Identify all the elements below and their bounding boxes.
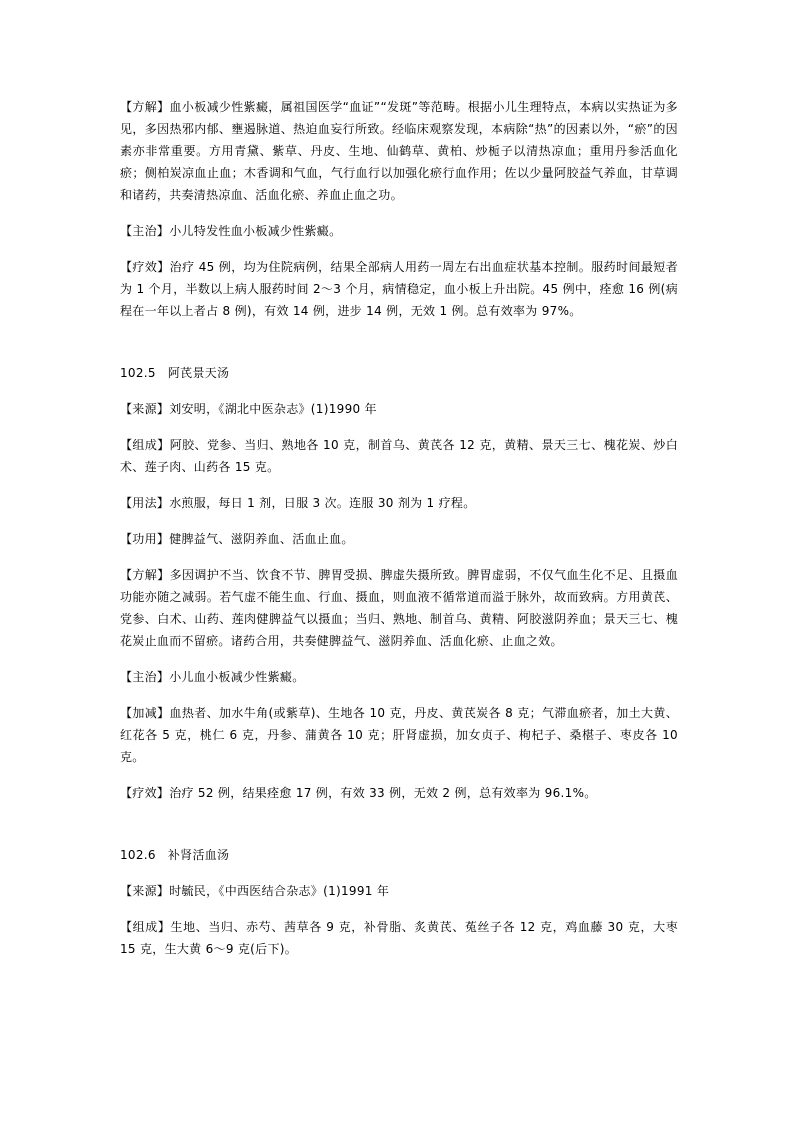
paragraph-tag: 【主治】 [120, 670, 170, 684]
paragraph-laiyuan [120, 398, 678, 420]
paragraph-text: 健脾益气、滋阴养血、活血止血。 [169, 532, 354, 546]
paragraph-liaoxiao [120, 782, 678, 804]
paragraph-laiyuan [120, 880, 678, 902]
paragraph-tag: 【来源】 [120, 884, 170, 898]
section-title: 阿芪景天汤 [167, 366, 230, 380]
paragraph-zhuzhi [120, 220, 678, 242]
paragraph-tag: 【加减】 [120, 706, 170, 720]
section-number: 102.5 [120, 366, 156, 380]
section-heading [120, 844, 678, 866]
section-title: 补肾活血汤 [167, 848, 230, 862]
paragraph-tag: 【组成】 [120, 438, 170, 452]
paragraph-tag: 【主治】 [120, 224, 170, 238]
paragraph-text: 刘安明，《湖北中医杂志》(1)1990 年 [169, 402, 377, 416]
paragraph-tag: 【疗效】 [120, 260, 170, 274]
paragraph-text: 血热者、加水牛角(或紫草)、生地各 10 克，丹皮、黄芪炭各 8 克；气滞血瘀者，加土大黄、红花各 5 克，桃仁 6 克，丹参、蒲黄各 10 克；肝肾虚损，加女贞子、枸杞子、桑椹子、枣皮各 10 克。 [120, 706, 678, 764]
paragraph-yongfa [120, 492, 678, 514]
paragraph-text: 生地、当归、赤芍、茜草各 9 克，补骨脂、炙黄芪、菟丝子各 12 克，鸡血藤 30 克，大枣 15 克，生大黄 6～9 克(后下)。 [120, 920, 678, 956]
paragraph-text: 水煎服，每日 1 剂，日服 3 次。连服 30 剂为 1 疗程。 [169, 496, 476, 510]
paragraph-text: 治疗 52 例，结果痊愈 17 例，有效 33 例，无效 2 例，总有效率为 96.1%。 [169, 786, 597, 800]
paragraph-tag: 【方解】 [120, 568, 170, 582]
paragraph-jiajian [120, 702, 678, 768]
paragraph-zucheng [120, 434, 678, 478]
paragraph-text: 小儿特发性血小板减少性紫癜。 [169, 224, 342, 238]
paragraph-tag: 【组成】 [120, 920, 171, 934]
paragraph-tag: 【用法】 [120, 496, 170, 510]
document-body [120, 96, 678, 974]
section-heading [120, 362, 678, 384]
paragraph-tag: 【疗效】 [120, 786, 170, 800]
paragraph-tag: 【来源】 [120, 402, 170, 416]
section-number: 102.6 [120, 848, 156, 862]
paragraph-text: 治疗 45 例，均为住院病例，结果全部病人用药一周左右出血症状基本控制。服药时间最短者为 1 个月，半数以上病人服药时间 2～3 个月，病情稳定，血小板上升出院。45 例中，痊愈 16 例(病程在一年以上者占 8 例)，有效 14 例，进步 14 例，无效 1 例。总有效率为 97%。 [120, 260, 678, 318]
paragraph-tag: 【功用】 [120, 532, 170, 546]
paragraph-zucheng [120, 916, 678, 960]
paragraph-fangjie [120, 96, 678, 206]
paragraph-fangjie [120, 564, 678, 652]
paragraph-text: 阿胶、党参、当归、熟地各 10 克，制首乌、黄芪各 12 克，黄精、景天三七、槐花炭、炒白术、莲子肉、山药各 15 克。 [120, 438, 678, 474]
paragraph-text: 小儿血小板减少性紫癜。 [169, 670, 305, 684]
paragraph-text: 时毓民，《中西医结合杂志》(1)1991 年 [169, 884, 390, 898]
paragraph-zhuzhi [120, 666, 678, 688]
paragraph-text: 血小板减少性紫癜，属祖国医学“血证”“发斑”等范畴。根据小儿生理特点，本病以实热证为多见，多因热邪内郁、壅遏脉道、热迫血妄行所致。经临床观察发现，本病除“热”的因素以外，“瘀”的因素亦非常重要。方用青黛、紫草、丹皮、生地、仙鹤草、黄柏、炒栀子以清热凉血；重用丹参活血化瘀；侧柏炭凉血止血；木香调和气血，气行血行以加强化瘀行血作用；佐以少量阿胶益气养血，甘草调和诸药，共奏清热凉血、活血化瘀、养血止血之功。 [120, 100, 678, 202]
paragraph-gongyong [120, 528, 678, 550]
paragraph-text: 多因调护不当、饮食不节、脾胃受损、脾虚失摄所致。脾胃虚弱，不仅气血生化不足、且摄血功能亦随之减弱。若气虚不能生血、行血、摄血，则血液不循常道而溢于脉外，故而致病。方用黄芪、党参、白术、山药、莲肉健脾益气以摄血；当归、熟地、制首乌、黄精、阿胶滋阴养血；景天三七、槐花炭止血而不留瘀。诸药合用，共奏健脾益气、滋阴养血、活血化瘀、止血之效。 [120, 568, 678, 648]
paragraph-liaoxiao [120, 256, 678, 322]
paragraph-tag: 【方解】 [120, 100, 170, 114]
